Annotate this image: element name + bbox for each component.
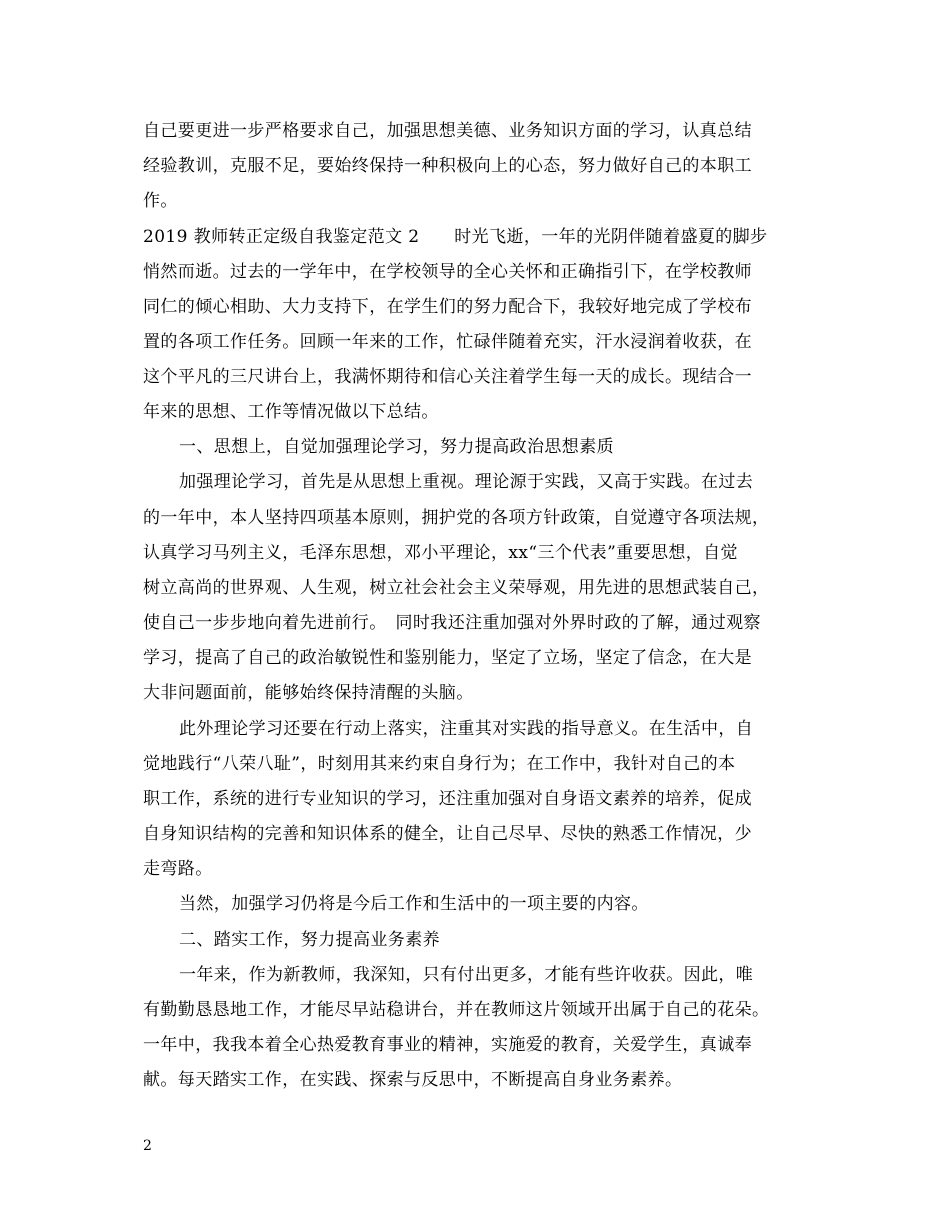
- text-line: 使自己一步步地向着先进前行。 同时我还注重加强对外界时政的了解，通过观察: [143, 613, 761, 633]
- section-heading-line: 2019 教师转正定级自我鉴定范文 2 时光飞逝，一年的光阴伴随着盛夏的脚步: [143, 227, 768, 247]
- page-number: 2: [143, 1138, 152, 1154]
- text-line: 这个平凡的三尺讲台上，我满怀期待和信心关注着学生每一天的成长。现结合一: [143, 367, 752, 387]
- text-line: 大非问题面前，能够始终保持清醒的头脑。: [143, 683, 474, 703]
- text-line: 置的各项工作任务。回顾一年来的工作，忙碌伴随着充实，汗水浸润着收获，在: [143, 332, 752, 352]
- text-line: 悄然而逝。过去的一学年中，在学校领导的全心关怀和正确指引下，在学校教师: [143, 262, 752, 282]
- text-line: 当然，加强学习仍将是今后工作和生活中的一项主要的内容。: [179, 894, 649, 914]
- text-line: 职工作，系统的进行专业知识的学习，还注重加强对自身语文素养的培养，促成: [143, 789, 752, 809]
- text-line: 走弯路。: [143, 859, 213, 879]
- text-line: 自身知识结构的完善和知识体系的健全，让自己尽早、尽快的熟悉工作情况，少: [143, 824, 752, 844]
- text-line: 同仁的倾心相助、大力支持下，在学生们的努力配合下，我较好地完成了学校布: [143, 297, 752, 317]
- text-line: 加强理论学习，首先是从思想上重视。理论源于实践，又高于实践。在过去: [179, 472, 754, 492]
- text-line: 经验教训，克服不足，要始终保持一种积极向上的心态，努力做好自己的本职工: [143, 156, 752, 176]
- subheading-two: 二、踏实工作，努力提高业务素养: [179, 930, 440, 950]
- text-line: 作。: [143, 191, 178, 211]
- text-line: 一年来，作为新教师，我深知，只有付出更多，才能有些许收获。因此，唯: [179, 965, 754, 985]
- text-line: 认真学习马列主义，毛泽东思想，邓小平理论，xx“三个代表”重要思想，自觉: [143, 543, 738, 563]
- text-line: 自己要更进一步严格要求自己，加强思想美德、业务知识方面的学习，认真总结: [143, 121, 752, 141]
- subheading-one: 一、思想上，自觉加强理论学习，努力提高政治思想素质: [179, 437, 614, 457]
- text-line: 此外理论学习还要在行动上落实，注重其对实践的指导意义。在生活中，自: [179, 719, 754, 739]
- text-line: 觉地践行“八荣八耻”，时刻用其来约束自身行为；在工作中，我针对自己的本: [143, 754, 736, 774]
- text-line: 年来的思想、工作等情况做以下总结。: [143, 402, 439, 422]
- text-line: 树立高尚的世界观、人生观，树立社会社会主义荣辱观，用先进的思想武装自己，: [143, 578, 770, 598]
- text-line: 献。每天踏实工作，在实践、探索与反思中，不断提高自身业务素养。: [143, 1070, 683, 1090]
- text-line: 有勤勤恳恳地工作，才能尽早站稳讲台，并在教师这片领域开出属于自己的花朵。: [143, 1000, 770, 1020]
- text-line: 一年中，我我本着全心热爱教育事业的精神，实施爱的教育，关爱学生，真诚奉: [143, 1035, 752, 1055]
- text-line: 学习，提高了自己的政治敏锐性和鉴别能力，坚定了立场，坚定了信念，在大是: [143, 648, 752, 668]
- text-line: 的一年中，本人坚持四项基本原则，拥护党的各项方针政策，自觉遵守各项法规，: [143, 508, 770, 528]
